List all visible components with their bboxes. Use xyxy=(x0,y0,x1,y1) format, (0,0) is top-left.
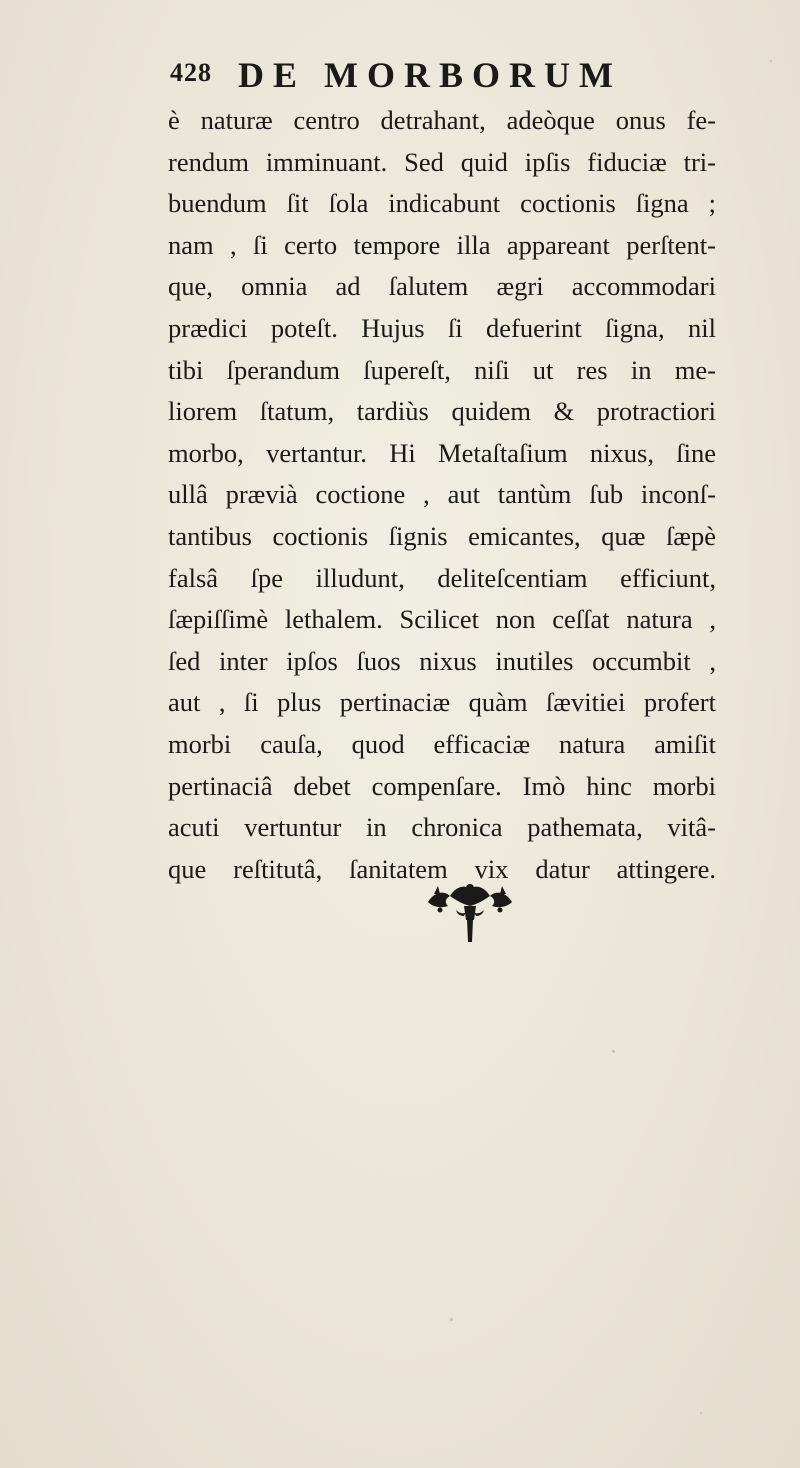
text-line: morbi cauſa, quod efficaciæ natura amiſit xyxy=(168,728,716,759)
text-line: prædici poteſt. Hujus ſi defuerint ſigna, nil xyxy=(168,312,716,343)
text-line: pertinaciâ debet compenſare. Imò hinc morbi xyxy=(168,770,716,801)
text-line: tantibus coctionis ſignis emicantes, quæ ſæpè xyxy=(168,520,716,551)
paper-speck xyxy=(770,60,772,62)
text-line: tibi ſperandum ſupereſt, niſi ut res in me- xyxy=(168,354,716,385)
text-line: è naturæ centro detrahant, adeòque onus fe- xyxy=(168,105,716,135)
text-line: ſed inter ipſos ſuos nixus inutiles occumbit , xyxy=(168,645,716,676)
text-line: acuti vertuntur in chronica pathemata, vitâ- xyxy=(168,812,716,843)
page-header xyxy=(170,52,710,98)
body-text xyxy=(168,100,716,890)
text-line: ullâ prævià coctione , aut tantùm ſub inconſ- xyxy=(168,479,716,510)
text-line: nam , ſi certo tempore illa appareant perſtent- xyxy=(168,229,716,260)
running-head: DE MORBORUM xyxy=(238,55,622,95)
text-line: ſæpiſſimè lethalem. Scilicet non ceſſat natura , xyxy=(168,604,716,635)
text-line: buendum ſit ſola indicabunt coctionis ſigna ; xyxy=(168,188,716,219)
text-line: aut , ſi plus pertinaciæ quàm ſævitiei profert xyxy=(168,687,716,718)
printers-ornament-icon xyxy=(420,880,520,950)
paper-speck xyxy=(450,1318,453,1321)
text-line: que, omnia ad ſalutem ægri accommodari xyxy=(168,271,716,302)
text-line: rendum imminuant. Sed quid ipſis fiduciæ tri- xyxy=(168,146,716,177)
text-line: morbo, vertantur. Hi Metaſtaſium nixus, ſine xyxy=(168,437,716,468)
text-line: falsâ ſpe illudunt, deliteſcentiam efficiunt, xyxy=(168,562,716,593)
page-number: 428 xyxy=(170,58,212,87)
paper-speck xyxy=(700,1412,702,1414)
text-line: liorem ſtatum, tardiùs quidem & protractiori xyxy=(168,396,716,427)
paper-speck xyxy=(612,1050,615,1053)
text-line: que reſtitutâ, ſanitatem vix datur attingere. xyxy=(168,853,716,884)
